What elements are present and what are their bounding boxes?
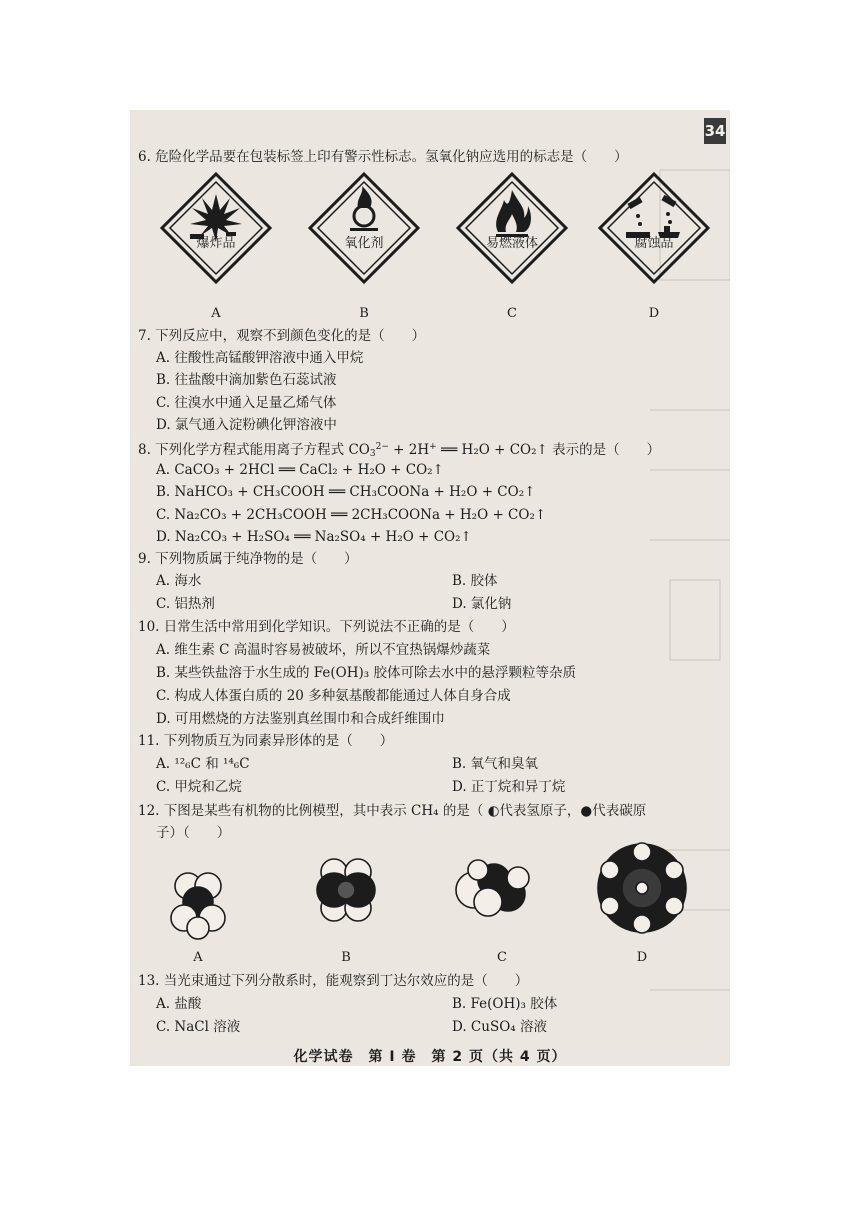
explosive-icon	[160, 172, 272, 284]
ball-model-d	[594, 840, 690, 936]
question-8-option-b: B. NaHCO₃ + CH₃COOH ══ CH₃COONa + H₂O + CO₂↑	[156, 484, 536, 500]
ball-model-c	[452, 856, 532, 926]
question-8-stem: 8. 下列化学方程式能用离子方程式 $CO_3^{2-} + 2H^+$ ══ H₂O + CO₂↑ 表示的是（ ）	[138, 442, 661, 459]
question-8-option-a: A. CaCO₃ + 2HCl ══ CaCl₂ + H₂O + CO₂↑	[156, 462, 444, 478]
question-13-option-c: C. NaCl 溶液	[156, 1019, 241, 1035]
model-letter-a: A	[193, 950, 203, 965]
question-10-option-c: C. 构成人体蛋白质的 20 多种氨基酸都能通过人体自身合成	[156, 688, 511, 704]
question-8-option-d: D. Na₂CO₃ + H₂SO₄ ══ Na₂SO₄ + H₂O + CO₂↑	[156, 529, 472, 545]
question-13-option-b: B. Fe(OH)₃ 胶体	[452, 996, 558, 1012]
question-8-option-c: C. Na₂CO₃ + 2CH₃COOH ══ 2CH₃COONa + H₂O + CO₂↑	[156, 507, 547, 523]
oxidizer-icon	[308, 172, 420, 284]
question-7-stem: 7. 下列反应中，观察不到颜色变化的是（ ）	[138, 328, 426, 344]
question-11-stem: 11. 下列物质互为同素异形体的是（ ）	[138, 733, 394, 749]
flammable-liquid-icon	[456, 172, 568, 284]
question-7-option-a: A. 往酸性高锰酸钾溶液中通入甲烷	[156, 350, 364, 366]
question-7-option-c: C. 往溴水中通入足量乙烯气体	[156, 395, 337, 411]
question-11-option-a: A. ¹²₆C 和 ¹⁴₆C	[156, 756, 250, 772]
question-10-option-d: D. 可用燃烧的方法鉴别真丝围巾和合成纤维围巾	[156, 711, 445, 727]
question-13-option-a: A. 盐酸	[156, 996, 202, 1012]
question-9-option-c: C. 铝热剂	[156, 596, 215, 612]
ball-model-b	[310, 854, 382, 926]
exam-page	[130, 110, 730, 1066]
question-10-option-b: B. 某些铁盐溶于水生成的 Fe(OH)₃ 胶体可除去水中的悬浮颗粒等杂质	[156, 665, 576, 681]
symbol-label-d: 腐蚀品	[634, 236, 674, 251]
question-12-stem-line1: 12. 下图是某些有机物的比例模型，其中表示 CH₄ 的是（ ◐代表氢原子，●代表碳原	[138, 803, 647, 819]
symbol-label-c: 易燃液体	[485, 236, 538, 251]
question-11-option-b: B. 氧气和臭氧	[452, 756, 539, 772]
question-9-option-d: D. 氯化钠	[452, 596, 512, 612]
symbol-letter-c: C	[507, 306, 517, 321]
page-number-badge: 34	[704, 118, 726, 144]
question-10-stem: 10. 日常生活中常用到化学知识。下列说法不正确的是（ ）	[138, 619, 515, 635]
page-footer: 化学试卷 第 Ⅰ 卷 第 2 页（共 4 页）	[293, 1049, 567, 1065]
question-13-option-d: D. CuSO₄ 溶液	[452, 1019, 547, 1035]
symbol-label-b: 氧化剂	[344, 236, 384, 251]
question-7-option-b: B. 往盐酸中滴加紫色石蕊试液	[156, 372, 337, 388]
symbol-label-a: 爆炸品	[196, 236, 236, 251]
question-9-option-b: B. 胶体	[452, 573, 498, 589]
model-letter-c: C	[497, 950, 507, 965]
ball-model-a	[168, 868, 228, 940]
symbol-letter-a: A	[211, 306, 221, 321]
question-6-stem: 6. 危险化学品要在包装标签上印有警示性标志。氢氧化钠应选用的标志是（ ）	[138, 149, 628, 165]
model-letter-b: B	[341, 950, 351, 965]
question-9-stem: 9. 下列物质属于纯净物的是（ ）	[138, 551, 358, 567]
question-10-option-a: A. 维生素 C 高温时容易被破坏，所以不宜热锅爆炒蔬菜	[156, 642, 491, 658]
symbol-letter-d: D	[648, 306, 660, 321]
question-9-option-a: A. 海水	[156, 573, 202, 589]
question-11-option-d: D. 正丁烷和异丁烷	[452, 779, 566, 795]
question-11-option-c: C. 甲烷和乙烷	[156, 779, 242, 795]
symbol-letter-b: B	[359, 306, 369, 321]
question-13-stem: 13. 当光束通过下列分散系时，能观察到丁达尔效应的是（ ）	[138, 973, 529, 989]
corrosive-icon	[598, 172, 710, 284]
question-7-option-d: D. 氯气通入淀粉碘化钾溶液中	[156, 417, 337, 433]
question-12-stem-line2: 子）（ ）	[156, 825, 231, 841]
model-letter-d: D	[636, 950, 648, 965]
